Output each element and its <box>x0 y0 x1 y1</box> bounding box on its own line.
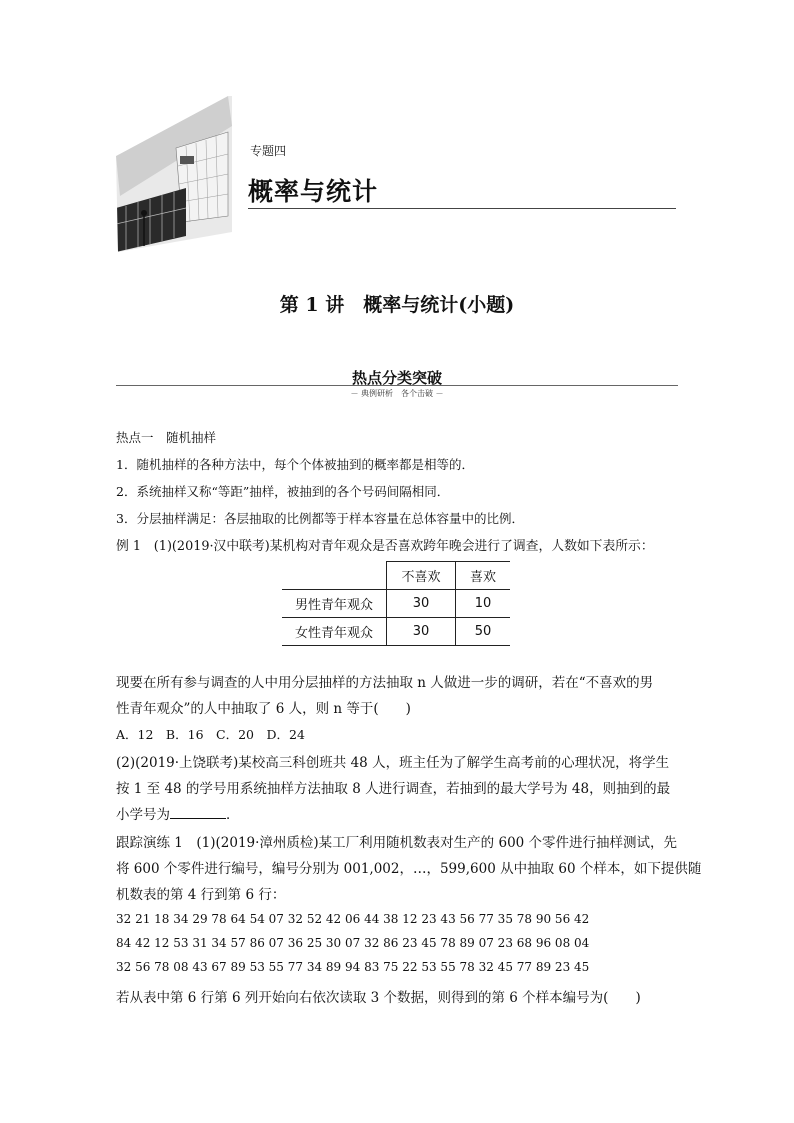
practice-text: 跟踪演练 1 (1)(2019·漳州质检)某工厂利用随机数表对生产的 600 个零件进行抽样测试，先 <box>116 835 678 851</box>
example-text: 性青年观众”的人中抽取了 6 人，则 n 等于( ) <box>116 701 411 717</box>
survey-table <box>282 561 510 646</box>
table-header-cell <box>282 562 387 590</box>
example-part2: 按 1 至 48 的学号用系统抽样方法抽取 8 人进行调查，若抽到的最大学号为 48，则抽到的最 <box>116 781 671 797</box>
example-part2-last <box>116 803 240 823</box>
section-title: 热点分类突破 <box>351 369 442 387</box>
title-divider <box>248 208 676 209</box>
example-part2: 小学号为 <box>116 807 170 823</box>
topic-title: 概率与统计 <box>248 177 379 206</box>
example-intro: 例 1 (1)(2019·汉中联考)某机构对青年观众是否喜欢跨年晚会进行了调查，人数如下表所示： <box>116 539 654 554</box>
table-header-row <box>282 562 510 590</box>
answer-blank <box>170 806 226 819</box>
practice-text: 机数表的第 4 行到第 6 行： <box>116 887 286 903</box>
practice-text: 将 600 个零件进行编号，编号分别为 001,002，…，599,600 从中抽取 60 个样本，如下提供随 <box>116 861 702 877</box>
table-header-cell: 不喜欢 <box>387 562 456 590</box>
table-cell: 50 <box>456 618 511 646</box>
lecture-title: 第 1 讲 概率与统计(小题) <box>279 294 515 316</box>
random-number-row: 84 42 12 53 31 34 57 86 07 36 25 30 07 32 86 23 45 78 89 07 23 68 96 08 04 <box>116 936 590 950</box>
hotspot-point: 3．分层抽样满足：各层抽取的比例都等于样本容量在总体容量中的比例． <box>116 511 524 526</box>
section-subtitle: － 典例研析 各个击破 － <box>350 389 444 398</box>
table-cell: 男性青年观众 <box>282 590 387 618</box>
practice-question: 若从表中第 6 行第 6 列开始向右依次读取 3 个数据，则得到的第 6 个样本编号为( ) <box>116 990 641 1006</box>
random-number-row: 32 21 18 34 29 78 64 54 07 32 52 42 06 44 38 12 23 43 56 77 35 78 90 56 42 <box>116 912 590 926</box>
section-divider <box>116 385 678 386</box>
answer-options: A．12 B．16 C．20 D．24 <box>116 727 305 742</box>
header-photo <box>116 96 232 252</box>
example-part2-end: ． <box>226 807 240 823</box>
topic-label: 专题四 <box>250 144 287 158</box>
hotspot-point: 1．随机抽样的各种方法中，每个个体被抽到的概率都是相等的． <box>116 457 474 472</box>
hotspot-point: 2．系统抽样又称“等距”抽样，被抽到的各个号码间隔相同． <box>116 484 450 499</box>
table-cell: 女性青年观众 <box>282 618 387 646</box>
example-text: 现要在所有参与调查的人中用分层抽样的方法抽取 n 人做进一步的调研，若在“不喜欢的男 <box>116 675 654 691</box>
hotspot-heading: 热点一 随机抽样 <box>116 430 217 445</box>
table-cell: 30 <box>387 590 456 618</box>
table-cell: 30 <box>387 618 456 646</box>
table-header-cell: 喜欢 <box>456 562 511 590</box>
table-row <box>282 590 510 618</box>
random-number-row: 32 56 78 08 43 67 89 53 55 77 34 89 94 83 75 22 53 55 78 32 45 77 89 23 45 <box>116 960 590 974</box>
table-row <box>282 618 510 646</box>
example-part2: (2)(2019·上饶联考)某校高三科创班共 48 人，班主任为了解学生高考前的心理状况，将学生 <box>116 755 670 771</box>
table-cell: 10 <box>456 590 511 618</box>
